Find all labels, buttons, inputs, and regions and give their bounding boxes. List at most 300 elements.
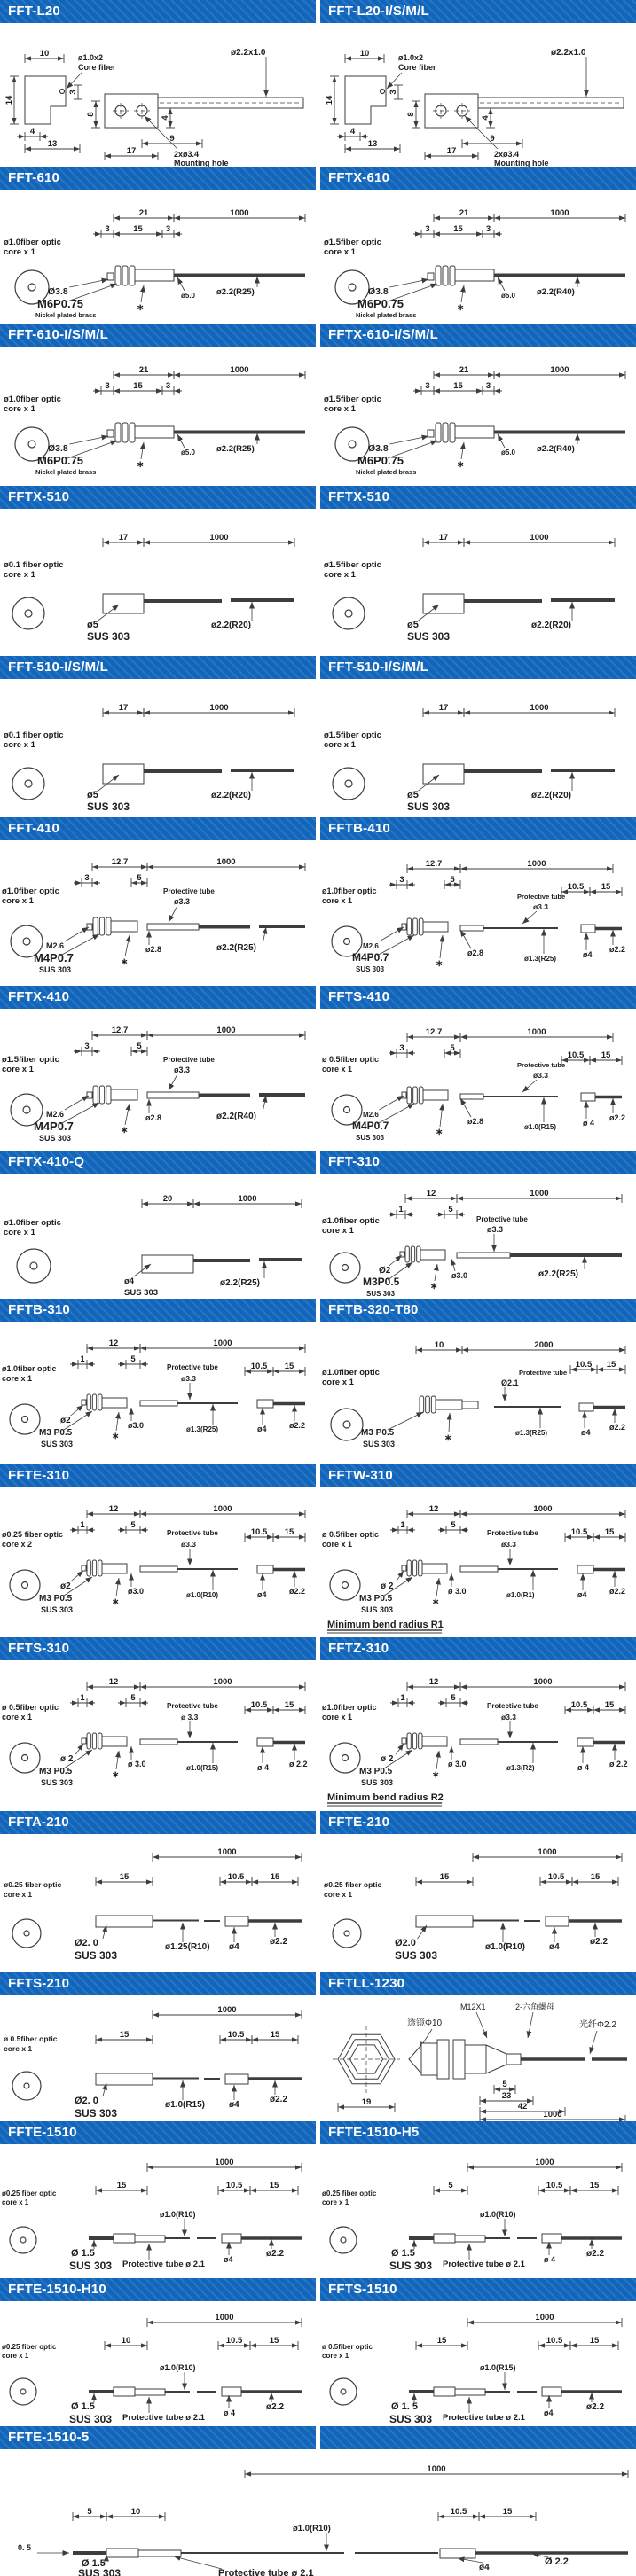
drawing-label: M3 P0.5 [359, 1594, 393, 1604]
part-label: ø4 [229, 1942, 239, 1952]
part-label: ø2.8 [145, 945, 162, 954]
technical-drawing [0, 681, 316, 817]
part-label: ø5 [407, 790, 419, 800]
part-outline [96, 2073, 153, 2085]
drawing-label: core x 1 [4, 404, 35, 414]
part-label: ø5.0 [501, 292, 516, 300]
dim-arrow [616, 1854, 622, 1859]
hex-nut [106, 917, 111, 935]
drawing-label: Protective tube [167, 1363, 218, 1371]
drawing-label: M3 P0.5 [39, 1428, 73, 1438]
leader-line [522, 1080, 537, 1092]
dim-arrow [87, 1511, 93, 1516]
dimension-label: 17 [118, 703, 129, 713]
asterisk-mark: ∗ [430, 1282, 438, 1292]
part-outline [402, 1092, 406, 1098]
dim-arrow [152, 153, 158, 158]
model-header [0, 1637, 316, 1660]
drawing-label: core x 1 [322, 1226, 354, 1236]
asterisk-mark: ∗ [432, 1597, 440, 1607]
part-outline [460, 1739, 498, 1745]
hex-nut [99, 1086, 104, 1104]
technical-drawing [0, 1011, 316, 1151]
dim-arrow [479, 2514, 485, 2518]
dim-arrow [609, 540, 615, 544]
dim-arrow [245, 2471, 251, 2476]
drawing-label: ø1.0fiber optic [2, 886, 59, 896]
part-label: Ø2.0 [395, 1938, 416, 1948]
part-label: ø 3.0 [448, 1760, 467, 1768]
leader-line [388, 1262, 412, 1280]
drawing-label: M4P0.7 [34, 951, 74, 964]
dimension-label: 1000 [213, 1677, 232, 1687]
catalog-row [0, 986, 636, 1151]
dim-arrow [619, 1367, 625, 1371]
dim-arrow [73, 2514, 79, 2518]
leader-line [389, 1255, 402, 1266]
leader-line [263, 1096, 266, 1112]
dim-arrow [389, 2104, 395, 2109]
fiber-end-view [330, 1570, 360, 1600]
part-outline [455, 269, 494, 281]
leader-line [174, 2556, 222, 2569]
part-label: ø5 [87, 790, 98, 800]
dim-arrow [105, 2343, 111, 2347]
part-outline [542, 2387, 561, 2396]
part-label: M2.6 [363, 1111, 379, 1119]
dim-arrow [458, 540, 464, 544]
dimension-label: 15 [502, 2507, 513, 2517]
drawing-label: M3 P0.5 [359, 1767, 393, 1776]
leader-line [498, 277, 505, 291]
model-name: FFTB-320-T80 [328, 1302, 419, 1317]
part-label: ø2.2 [586, 2249, 605, 2259]
hex-nut [419, 1560, 422, 1576]
part-outline [87, 1092, 92, 1098]
dim-arrow [587, 1707, 593, 1712]
part-label: ø4 [479, 2563, 490, 2572]
dimension-label: 1000 [216, 857, 236, 867]
dim-arrow [530, 2514, 536, 2518]
drawing-label: ø1.0fiber optic [4, 1218, 61, 1228]
dim-arrow [153, 2012, 159, 2017]
hex-nut [92, 1394, 96, 1410]
dim-arrow [246, 2037, 252, 2041]
model-header [320, 986, 636, 1009]
dimension-label: 1 [400, 1520, 405, 1530]
dim-arrow [434, 215, 440, 220]
product-cell [320, 0, 636, 167]
dimension-label: 15 [589, 2336, 600, 2346]
dimension-label: 1 [80, 1354, 85, 1364]
hex-nut [450, 423, 455, 442]
drawing-label: SUS 303 [363, 1440, 396, 1448]
model-name: FFTE-1510 [8, 2125, 77, 2140]
hex-nut [130, 423, 135, 442]
dimension-label: 1000 [538, 1847, 557, 1857]
part-label: ø1.3(R25) [524, 955, 557, 963]
part-label: ø1.0(R10) [160, 2210, 196, 2219]
part-outline [428, 273, 434, 280]
part-outline [434, 2234, 455, 2243]
part-label: Ø2.1 [501, 1378, 519, 1387]
dim-arrow [96, 2188, 102, 2192]
dimension-label: 8 [406, 112, 416, 117]
dim-arrow [407, 1511, 413, 1516]
technical-drawing [320, 25, 636, 167]
drawing-label: ø1.0fiber optic [322, 1368, 380, 1378]
dimension-label: 5 [450, 875, 455, 885]
part-outline [581, 1093, 595, 1101]
part-outline [421, 2043, 437, 2075]
part-outline [402, 924, 406, 930]
dim-arrow [299, 215, 305, 220]
dim-arrow [423, 540, 429, 544]
dim-arrow [87, 1346, 93, 1350]
dimension-label: 1000 [530, 703, 549, 713]
model-name: FFTX-510 [328, 489, 390, 504]
drawing-label: Protective tube [476, 1215, 528, 1223]
dim-arrow [292, 2188, 298, 2192]
part-outline [345, 76, 386, 124]
technical-drawing [320, 1662, 636, 1811]
drawing-label: ø0.25 fiber optic [324, 1880, 382, 1889]
dim-arrow [619, 1347, 625, 1352]
dim-arrow [464, 540, 470, 544]
dimension-label: 5 [451, 1693, 456, 1703]
catalog-row [0, 1637, 636, 1811]
model-header [320, 1151, 636, 1174]
drawing-label: ø1.5fiber optic [324, 238, 381, 247]
drawing-label: 2-六角螺母 [515, 2002, 555, 2011]
dimension-label: 5 [448, 2181, 453, 2190]
dim-arrow [159, 2514, 165, 2518]
part-label: ø5 [87, 620, 98, 630]
part-label: ø2.2 [609, 945, 626, 954]
part-label: Ø 1.5 [71, 2248, 95, 2259]
dimension-label: 10 [121, 2336, 131, 2346]
dim-arrow [619, 1511, 625, 1516]
leader-line [436, 1578, 439, 1596]
part-label: ø2.2 [270, 1937, 288, 1947]
dim-arrow [134, 1346, 140, 1350]
hex-nut [436, 266, 441, 285]
model-name: FFT-L20-I/S/M/L [328, 4, 429, 19]
part-label: Ø 1.5 [82, 2558, 106, 2569]
part-label: M2.6 [363, 942, 379, 950]
dim-arrow [142, 141, 148, 145]
leader-line [528, 2012, 533, 2038]
dim-arrow [141, 2188, 147, 2192]
drawing-label: Protective tube [519, 1369, 568, 1377]
model-header [0, 1972, 316, 1995]
model-header [320, 486, 636, 509]
part-label: ø3.3 [533, 902, 549, 911]
drawing-label: ø1.5fiber optic [324, 560, 381, 570]
drawing-label: core x 1 [2, 1374, 33, 1383]
drawing-label: core x 1 [4, 2044, 33, 2053]
dim-arrow [299, 1534, 305, 1539]
leader-line [177, 434, 185, 448]
dimension-label: 1000 [535, 2158, 554, 2167]
model-name: FFTX-410-Q [8, 1154, 85, 1169]
product-cell [320, 986, 636, 1151]
product-cell [0, 324, 316, 486]
drawing-label: SUS 303 [87, 800, 130, 813]
part-outline [107, 430, 114, 437]
dimension-label: 15 [604, 1700, 615, 1710]
drawing-label: SUS 303 [78, 2567, 122, 2576]
drawing-label: Protective tube [487, 1529, 538, 1537]
hex-nut [93, 917, 98, 935]
dim-arrow [457, 1196, 463, 1200]
part-outline [423, 1090, 448, 1100]
model-name: FFTS-1510 [328, 2282, 397, 2297]
dim-arrow [590, 1058, 596, 1062]
dimension-label: 10.5 [547, 1872, 565, 1882]
part-label: ø2.2 [266, 2249, 285, 2259]
dimension-label: 1000 [215, 2313, 234, 2322]
leader-line [380, 1096, 404, 1110]
part-label: ø2.2(R40) [537, 444, 575, 454]
dim-arrow [103, 710, 109, 714]
part-label: ø5.0 [181, 449, 196, 457]
part-outline [453, 2040, 465, 2079]
part-outline [423, 594, 464, 613]
dimension-label: 3 [84, 1042, 90, 1051]
model-name: FFT-610 [8, 170, 60, 185]
drawing-label: core x 1 [324, 247, 356, 257]
drawing-label: SUS 303 [39, 1134, 72, 1143]
part-label: ø3.3 [181, 1540, 197, 1549]
dimension-label: 15 [601, 1050, 611, 1060]
dim-arrow [407, 866, 413, 870]
dimension-label: 17 [126, 146, 137, 156]
drawing-label: ø0.25 fiber optic [4, 1880, 62, 1889]
leader-line [71, 1405, 83, 1416]
hex-nut [92, 1560, 96, 1576]
part-outline [257, 1400, 273, 1408]
dim-arrow [434, 231, 440, 236]
dimension-label: 10 [434, 1340, 444, 1350]
fiber-end-view [10, 1404, 40, 1434]
dimension-label: 1 [398, 1205, 404, 1214]
drawing-label: SUS 303 [395, 1949, 438, 1962]
model-header [0, 986, 316, 1009]
part-outline [402, 1738, 406, 1744]
drawing-label: Protective tube [163, 887, 215, 895]
part-label: Ø3.8 [48, 443, 68, 454]
dim-arrow [58, 56, 64, 60]
dim-arrow [488, 215, 494, 220]
model-name: FFTB-310 [8, 1302, 70, 1317]
fiber-end-view [333, 768, 365, 800]
model-header [0, 486, 316, 509]
catalog-row [0, 2278, 636, 2426]
drawing-label: SUS 303 [356, 1134, 385, 1142]
dim-arrow [146, 2037, 153, 2041]
part-label: Protective tube ø 2.1 [443, 2260, 525, 2269]
catalog-row [0, 1972, 636, 2121]
technical-drawing [0, 1662, 316, 1811]
dimension-label: 15 [270, 2030, 280, 2040]
model-header [0, 1811, 316, 1834]
leader-line [476, 2012, 487, 2038]
dimension-label: 15 [589, 2181, 600, 2190]
dim-arrow [454, 1511, 460, 1516]
drawing-label: core x 1 [2, 1713, 33, 1721]
drawing-label: core x 1 [322, 896, 353, 905]
dim-arrow [267, 1534, 273, 1539]
dim-arrow [460, 1034, 467, 1039]
hex-nut [413, 1087, 418, 1104]
part-label: ø3.3 [181, 1374, 197, 1383]
drawing-label: 0. 5 [18, 2543, 32, 2552]
dim-arrow [416, 1347, 422, 1352]
leader-line [125, 935, 130, 956]
leader-line [65, 1096, 89, 1110]
part-outline [577, 1565, 593, 1573]
dimension-label: 8 [86, 112, 96, 117]
hex-nut [412, 1560, 416, 1576]
part-outline [102, 1398, 127, 1408]
asterisk-mark: ∗ [112, 1432, 120, 1441]
dimension-label: 10.5 [250, 1700, 268, 1710]
dimension-label: 4 [29, 127, 35, 137]
dim-arrow [92, 864, 98, 869]
part-label: ø2.8 [145, 1113, 162, 1122]
catalog-row [0, 1464, 636, 1637]
part-outline [140, 1401, 177, 1406]
drawing-label: Protective tube [163, 1056, 215, 1064]
dim-arrow [587, 1534, 593, 1539]
dim-arrow [458, 710, 464, 714]
dim-arrow [609, 710, 615, 714]
part-label: ø2.2x1.0 [231, 48, 266, 58]
technical-drawing [0, 191, 316, 324]
dimension-label: 15 [284, 1362, 294, 1371]
part-label: ø2.2 [609, 1113, 626, 1122]
drawing-label: M3 P0.5 [361, 1428, 395, 1438]
model-header [320, 2278, 636, 2301]
hex-nut [115, 423, 121, 442]
dim-arrow [538, 2188, 545, 2192]
drawing-label: core x 1 [324, 404, 356, 414]
model-name: FFT-510-I/S/M/L [328, 660, 429, 675]
part-label: ø2.2(R40) [216, 1112, 257, 1121]
part-label: ø2.2 [270, 2095, 288, 2104]
catalog-row [0, 0, 636, 167]
part-label: ø 3.0 [448, 1587, 467, 1596]
part-label: ø5.0 [501, 449, 516, 457]
dim-arrow [570, 2343, 577, 2347]
drawing-label: Protective tube [487, 1702, 538, 1710]
dim-arrow [584, 1058, 590, 1062]
dimension-label: 21 [459, 365, 469, 375]
part-outline [222, 2387, 241, 2396]
dimension-label: 15 [606, 1360, 616, 1370]
part-label: M2.6 [46, 941, 65, 950]
product-cell [320, 1811, 636, 1972]
drawing-label: core x 1 [4, 1228, 35, 1237]
product-cell [0, 986, 316, 1151]
drawing-label: SUS 303 [407, 630, 451, 643]
part-outline [102, 1564, 127, 1573]
hex-nut [412, 1733, 416, 1749]
hex-nut [130, 266, 135, 285]
part-label: ø1.0(R15) [165, 2100, 206, 2110]
drawing-label: SUS 303 [407, 800, 451, 813]
leader-line [71, 1571, 83, 1581]
fiber-end-view [333, 1919, 361, 1948]
hex-nut [87, 1733, 90, 1749]
part-label: Protective tube ø 2.1 [443, 2413, 525, 2423]
part-label: ø 2.2 [609, 1760, 628, 1768]
drawing-label: core x 1 [324, 570, 356, 580]
dimension-label: 10.5 [450, 2507, 467, 2517]
part-outline [422, 1564, 447, 1573]
dim-arrow [407, 1684, 413, 1689]
drawing-label: SUS 303 [366, 1290, 396, 1298]
dim-arrow [622, 2471, 628, 2476]
asterisk-mark: ∗ [112, 1770, 120, 1780]
part-label: ø1.0(R10) [485, 1942, 526, 1952]
dim-arrow [527, 2098, 533, 2103]
leader-line [388, 1412, 423, 1430]
drawing-label: M3 P0.5 [39, 1594, 73, 1604]
hex-nut [417, 1246, 420, 1262]
dim-arrow [488, 372, 494, 377]
dim-arrow [100, 2514, 106, 2518]
catalog-row [0, 486, 636, 656]
leader-line [590, 2031, 597, 2054]
dimension-label: 10 [39, 49, 50, 59]
model-name: FFTZ-310 [328, 1641, 389, 1656]
dim-arrow [345, 146, 351, 151]
drawing-label: SUS 303 [87, 630, 130, 643]
part-outline [486, 2045, 506, 2073]
dim-arrow [292, 2343, 298, 2347]
part-outline [457, 1253, 510, 1258]
dim-arrow [434, 388, 440, 393]
dimension-label: 1000 [209, 703, 229, 713]
dim-arrow [473, 2514, 479, 2518]
dimension-label: 15 [601, 882, 611, 892]
leader-line [141, 285, 144, 302]
dimension-label: 3 [485, 224, 491, 234]
drawing-label: M6P0.75 [37, 297, 84, 310]
part-outline [579, 1403, 593, 1411]
dim-arrow [144, 540, 150, 544]
drawing-label: ø0.25 fiber optic [2, 1530, 64, 1539]
drawing-label: core x 1 [4, 1890, 33, 1899]
dimension-label: 3 [399, 1043, 404, 1053]
dim-arrow [142, 1201, 148, 1206]
dim-arrow [96, 2037, 102, 2041]
product-cell [320, 1972, 636, 2121]
technical-drawing [0, 1836, 316, 1972]
part-label: ø2.2(R25) [538, 1269, 579, 1279]
technical-drawing [320, 348, 636, 486]
drawing-label: core x 1 [322, 1540, 353, 1549]
dim-arrow [299, 1707, 305, 1712]
leader-line [522, 911, 537, 924]
dim-arrow [137, 710, 144, 714]
part-outline [257, 1565, 273, 1573]
drawing-label: core x 1 [2, 896, 34, 906]
dimension-label: 3 [425, 381, 430, 391]
leader-line [169, 1074, 177, 1090]
